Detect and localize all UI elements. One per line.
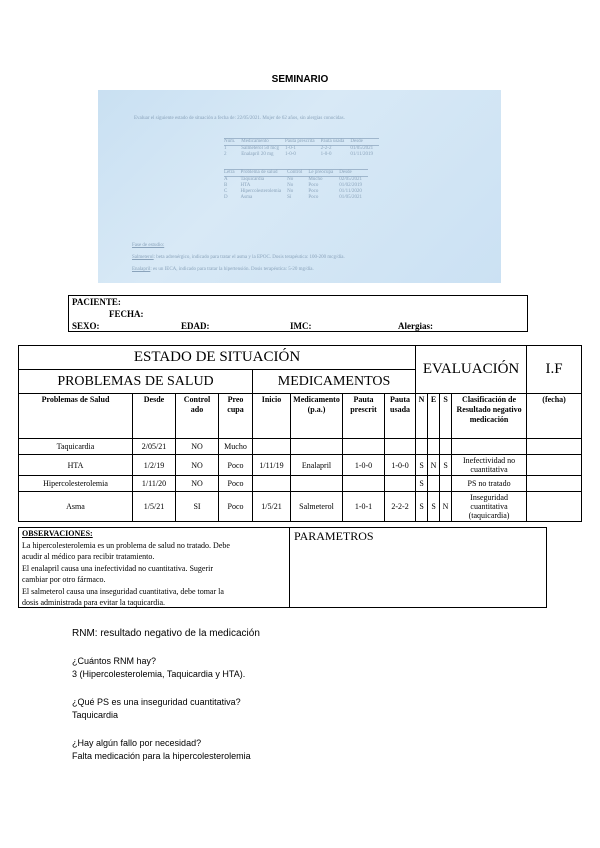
exercise-photo bbox=[98, 90, 501, 283]
observacion-line: El enalapril causa una inefectividad no cuantitativa. Sugerir bbox=[22, 563, 214, 573]
patient-box bbox=[68, 295, 528, 332]
prob-cell: HTA bbox=[240, 183, 251, 188]
cell bbox=[527, 455, 582, 476]
medicamentos-header: MEDICAMENTOS bbox=[253, 370, 416, 394]
med-cell: 1-0-1 bbox=[285, 146, 296, 151]
answer-2: Taquicardia bbox=[72, 710, 119, 720]
col-header: Pauta prescrit bbox=[343, 394, 385, 439]
note-drug: Enalapril bbox=[132, 267, 151, 272]
med-cell: 1-0-0 bbox=[285, 152, 296, 157]
cell bbox=[385, 439, 416, 455]
prob-header: Letra bbox=[224, 170, 235, 175]
note-drug: Salmeterol bbox=[132, 255, 154, 260]
observacion-line: La hipercolesterolemia es un problema de salud no tratado. Debe bbox=[22, 540, 230, 550]
observacion-line: acudir al médico para recibir tratamiento. bbox=[22, 552, 155, 561]
evaluacion-header: EVALUACIÓN bbox=[416, 346, 527, 394]
cell: 1-0-0 bbox=[385, 455, 416, 476]
edad-label: EDAD: bbox=[181, 321, 210, 331]
alergias-label: Alergias: bbox=[398, 321, 433, 331]
prob-cell: No bbox=[287, 189, 294, 194]
table-row bbox=[19, 492, 582, 522]
col-header: E bbox=[428, 394, 440, 439]
prob-cell: 01/05/2021 bbox=[339, 195, 363, 200]
table-row bbox=[19, 439, 582, 455]
prob-cell: B bbox=[224, 183, 228, 188]
cell: 1/5/21 bbox=[133, 492, 176, 522]
med-cell: 01/11/2019 bbox=[350, 152, 373, 157]
prob-cell: No bbox=[287, 183, 294, 188]
cell bbox=[527, 439, 582, 455]
fecha-label: FECHA: bbox=[109, 309, 144, 319]
med-cell: 2 bbox=[224, 152, 227, 157]
cell: Inefectividad no cuantitativa bbox=[452, 455, 527, 476]
med-header: Pauta usada bbox=[320, 139, 345, 144]
cell: Poco bbox=[219, 476, 253, 492]
cell: S bbox=[416, 476, 428, 492]
col-header: Medicamento (p.a.) bbox=[291, 394, 343, 439]
med-cell: Salmeterol 50 mcg bbox=[241, 146, 280, 151]
cell: 1/11/20 bbox=[133, 476, 176, 492]
cell bbox=[527, 476, 582, 492]
prob-header: Control bbox=[287, 170, 303, 175]
observacion-line: dosis administrada para evitar la taquicardia. bbox=[22, 598, 166, 607]
col-header: (fecha) bbox=[527, 394, 582, 439]
prob-cell: D bbox=[224, 195, 228, 200]
prob-cell: Mucho bbox=[308, 177, 323, 182]
cell: S bbox=[416, 455, 428, 476]
situation-table bbox=[18, 345, 582, 522]
exercise-notes bbox=[132, 240, 345, 276]
rnm-definition: RNM: resultado negativo de la medicación bbox=[72, 628, 260, 639]
exercise-med-table bbox=[224, 138, 379, 158]
answer-3: Falta medicación para la hipercolesterolemia bbox=[72, 751, 251, 761]
cell: NO bbox=[176, 476, 219, 492]
question-2: ¿Qué PS es una inseguridad cuantitativa? bbox=[72, 697, 241, 707]
cell: S bbox=[416, 492, 428, 522]
note-salmeterol bbox=[132, 252, 345, 264]
cell: S bbox=[428, 492, 440, 522]
prob-cell: Poco bbox=[308, 195, 319, 200]
cell: 1/2/19 bbox=[133, 455, 176, 476]
prob-header: Problema de salud bbox=[240, 170, 278, 175]
note-text: : beta adrenérgico, indicado para tratar el asma y la EPOC. Dosis terapéutica: 100-200 mcg/día. bbox=[153, 255, 345, 260]
med-header: Pauta prescrita bbox=[285, 139, 315, 144]
cell: Asma bbox=[19, 492, 133, 522]
question-1: ¿Cuántos RNM hay? bbox=[72, 656, 157, 666]
col-header: Pauta usada bbox=[385, 394, 416, 439]
cell bbox=[253, 476, 291, 492]
sexo-label: SEXO: bbox=[72, 321, 100, 331]
col-header: N bbox=[416, 394, 428, 439]
cell: Poco bbox=[219, 492, 253, 522]
cell bbox=[527, 492, 582, 522]
cell: 2-2-2 bbox=[385, 492, 416, 522]
cell bbox=[291, 439, 343, 455]
parametros-title: PARAMETROS bbox=[294, 529, 374, 543]
cell: 1/5/21 bbox=[253, 492, 291, 522]
cell: Mucho bbox=[219, 439, 253, 455]
med-cell: 2-2-2 bbox=[320, 146, 332, 151]
med-cell: 01/05/2021 bbox=[350, 146, 374, 151]
cell: 1-0-0 bbox=[343, 455, 385, 476]
prob-cell: A bbox=[224, 177, 228, 182]
patient-label: PACIENTE: bbox=[72, 297, 121, 307]
cell bbox=[440, 439, 452, 455]
observacion-line: cambiar por otro fármaco. bbox=[22, 575, 106, 584]
prob-cell: Sí bbox=[287, 195, 292, 200]
col-header: Control ado bbox=[176, 394, 219, 439]
exercise-intro: Evaluar el siguiente estado de situación a fecha de: 22/05/2021. Mujer de 62 años, sin alergias conocidas. bbox=[134, 116, 345, 121]
notes-title: Fase de estudio: bbox=[132, 243, 165, 248]
problemas-header: PROBLEMAS DE SALUD bbox=[19, 370, 253, 394]
prob-cell: Poco bbox=[308, 183, 319, 188]
cell: NO bbox=[176, 439, 219, 455]
prob-cell: Asma bbox=[240, 195, 253, 200]
col-header: Inicio bbox=[253, 394, 291, 439]
prob-cell: Poco bbox=[308, 189, 319, 194]
med-cell: 1 bbox=[224, 146, 227, 151]
prob-cell: Hipercolesterolemia bbox=[240, 189, 282, 194]
if-header: I.F bbox=[527, 346, 582, 394]
question-3: ¿Hay algún fallo por necesidad? bbox=[72, 738, 202, 748]
cell bbox=[428, 439, 440, 455]
cell bbox=[428, 476, 440, 492]
cell: Enalapril bbox=[291, 455, 343, 476]
cell bbox=[452, 439, 527, 455]
cell: HTA bbox=[19, 455, 133, 476]
col-header: S bbox=[440, 394, 452, 439]
med-header: Desde bbox=[350, 139, 363, 144]
col-header: Preo cupa bbox=[219, 394, 253, 439]
prob-cell: No bbox=[287, 177, 294, 182]
note-text: : es un IECA, indicado para tratar la hipertensión. Dosis terapéutica: 5-20 mg/día. bbox=[150, 267, 314, 272]
col-header: Problemas de Salud bbox=[19, 394, 133, 439]
estado-header: ESTADO DE SITUACIÓN bbox=[19, 346, 416, 370]
prob-header: Le preocupa bbox=[308, 170, 334, 175]
med-header: Núm. bbox=[224, 139, 236, 144]
cell: 1-0-1 bbox=[343, 492, 385, 522]
observaciones-title: OBSERVACIONES: bbox=[22, 529, 93, 538]
prob-cell: C bbox=[224, 189, 228, 194]
med-cell: Enalapril 20 mg bbox=[241, 152, 274, 157]
cell bbox=[291, 476, 343, 492]
cell: S bbox=[440, 455, 452, 476]
page-title: SEMINARIO bbox=[271, 74, 329, 85]
table-row bbox=[19, 455, 582, 476]
cell bbox=[253, 439, 291, 455]
cell bbox=[343, 476, 385, 492]
cell: PS no tratado bbox=[452, 476, 527, 492]
prob-header: Desde bbox=[339, 170, 352, 175]
cell: Hipercolesterolemia bbox=[19, 476, 133, 492]
cell: SI bbox=[176, 492, 219, 522]
imc-label: IMC: bbox=[290, 321, 312, 331]
cell bbox=[343, 439, 385, 455]
cell: Inseguridad cuantitativa (taquicardia) bbox=[452, 492, 527, 522]
cell bbox=[385, 476, 416, 492]
observacion-line: El salmeterol causa una inseguridad cuantitativa, debe tomar la bbox=[22, 586, 224, 596]
cell: NO bbox=[176, 455, 219, 476]
answer-1: 3 (Hipercolesterolemia, Taquicardia y HTA). bbox=[72, 669, 246, 679]
cell: Salmeterol bbox=[291, 492, 343, 522]
note-enalapril bbox=[132, 264, 345, 276]
prob-cell: 01/11/2020 bbox=[339, 189, 362, 194]
parametros-box bbox=[290, 527, 547, 608]
cell: 2/05/21 bbox=[133, 439, 176, 455]
table-row bbox=[19, 476, 582, 492]
col-header: Clasificación de Resultado negativo medicación bbox=[452, 394, 527, 439]
cell bbox=[440, 476, 452, 492]
med-cell: 1-0-0 bbox=[320, 152, 332, 157]
prob-cell: Taquicardia bbox=[240, 177, 265, 182]
exercise-problem-table bbox=[224, 169, 368, 201]
cell bbox=[416, 439, 428, 455]
cell: N bbox=[440, 492, 452, 522]
cell: Taquicardia bbox=[19, 439, 133, 455]
prob-cell: 02/05/2021 bbox=[339, 177, 363, 182]
med-header: Medicamento bbox=[241, 139, 269, 144]
prob-cell: 01/02/2019 bbox=[339, 183, 363, 188]
col-header: Desde bbox=[133, 394, 176, 439]
cell: 1/11/19 bbox=[253, 455, 291, 476]
cell: N bbox=[428, 455, 440, 476]
observaciones-box bbox=[18, 527, 290, 608]
cell: Poco bbox=[219, 455, 253, 476]
